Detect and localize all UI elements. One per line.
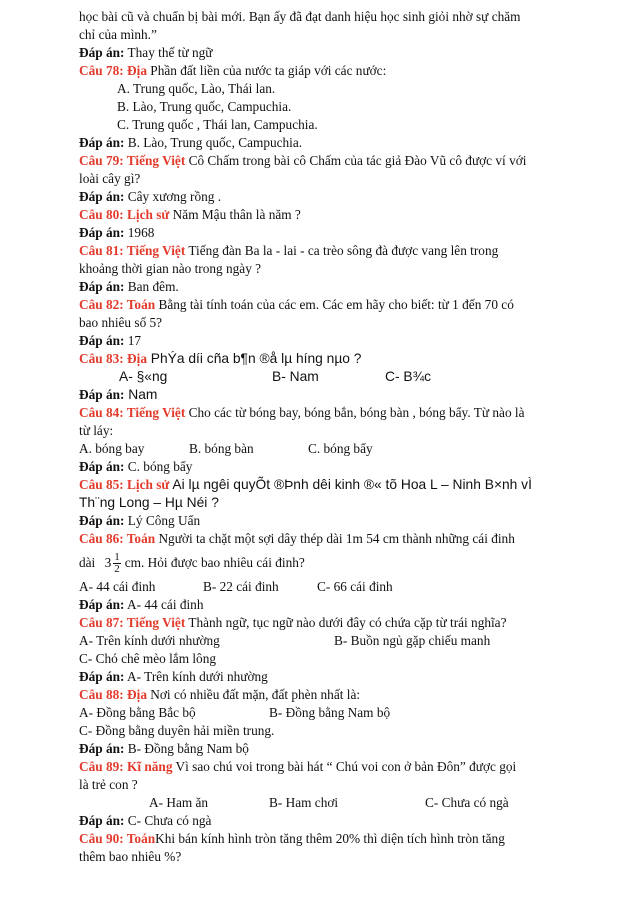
question-text: Khi bán kính hình tròn tăng thêm 20% thì diện tích hình tròn tăng — [155, 831, 505, 846]
question-text: Tiếng đàn Ba la - lai - ca trèo sông đà được vang lên trong — [185, 243, 499, 258]
question-text: Vì sao chú voi trong bài hát “ Chú voi con ở bản Đôn” được gọi — [172, 759, 517, 774]
question-84-cont: từ láy: — [79, 423, 114, 438]
question-82-cont: bao nhiêu số 5? — [79, 315, 163, 330]
question-text: PhÝa díi cña b¶n ®å lµ híng nµo ? — [146, 351, 362, 366]
answer-label: Đáp án: — [79, 45, 125, 60]
question-text: Người ta chặt một sợi dây thép dài 1m 54 cm thành những cái đinh — [155, 531, 515, 546]
answer-text: Nam — [124, 387, 158, 402]
option-a: A. bóng bay — [79, 441, 145, 456]
answer-text: B. Lào, Trung quốc, Campuchia. — [124, 135, 303, 150]
question-label: Câu 85: Lịch sử — [79, 477, 170, 492]
question-80 — [79, 206, 584, 224]
answer-text: Cây xương rồng . — [124, 189, 222, 204]
question-88 — [79, 686, 584, 704]
question-label: Câu 90: Toán — [79, 831, 156, 846]
length-suffix: cm. Hỏi được bao nhiêu cái đinh? — [124, 555, 305, 570]
question-label: Câu 79: Tiếng Việt — [79, 153, 186, 168]
fraction — [113, 552, 121, 575]
question-84 — [79, 404, 584, 422]
question-label: Câu 83: Địa — [79, 351, 147, 366]
answer-text: Thay thế từ ngữ — [124, 45, 213, 60]
question-label: Câu 87: Tiếng Việt — [79, 615, 186, 630]
fraction-denominator: 2 — [114, 563, 120, 576]
options-84 — [79, 440, 584, 458]
option-c: C- B¾c — [385, 369, 431, 384]
option-a: A- 44 cái đinh — [79, 579, 156, 594]
question-86 — [79, 530, 584, 548]
question-label: Câu 82: Toán — [79, 297, 156, 312]
answer-label: Đáp án: — [79, 189, 125, 204]
answer-label: Đáp án: — [79, 225, 125, 240]
answer-79 — [79, 188, 584, 206]
answer-text: A- 44 cái đinh — [124, 597, 204, 612]
question-text: Thành ngữ, tục ngữ nào dưới đây có chứa cặp từ trái nghĩa? — [185, 615, 507, 630]
question-label: Câu 84: Tiếng Việt — [79, 405, 186, 420]
option-a: A- Đồng bằng Bắc bộ — [79, 705, 196, 720]
answer-text: Lý Công Uẩn — [124, 513, 201, 528]
option-a: A- Ham ăn — [149, 795, 209, 810]
question-87 — [79, 614, 584, 632]
fraction-numerator: 1 — [114, 551, 120, 564]
question-text: Bằng tài tính toán của các em. Các em hãy cho biết: từ 1 đến 70 có — [155, 297, 514, 312]
question-text: Nơi có nhiều đất mặn, đất phèn nhất là: — [146, 687, 361, 702]
option-c: C- Chưa có ngà — [425, 795, 509, 810]
answer-label: Đáp án: — [79, 135, 125, 150]
option-a: A- §«ng — [119, 369, 168, 384]
question-89-cont: là trẻ con ? — [79, 777, 138, 792]
option-b: B- 22 cái đinh — [203, 579, 279, 594]
answer-86 — [79, 596, 584, 614]
answer-83 — [79, 386, 584, 404]
options-86 — [79, 578, 584, 596]
option-a: A. Trung quốc, Lào, Thái lan. — [117, 81, 276, 96]
answer-label: Đáp án: — [79, 669, 125, 684]
answer-label: Đáp án: — [79, 513, 125, 528]
option-b: B- Ham chơi — [269, 795, 339, 810]
length-prefix: dài — [79, 555, 96, 570]
question-label: Câu 81: Tiếng Việt — [79, 243, 186, 258]
question-text: Phần đất liền của nước ta giáp với các nước: — [146, 63, 387, 78]
answer-text: C- Chưa có ngà — [124, 813, 212, 828]
question-89 — [79, 758, 584, 776]
answer-87 — [79, 668, 584, 686]
question-label: Câu 89: Kĩ năng — [79, 759, 173, 774]
question-90 — [79, 830, 584, 848]
intro-text-1: học bài cũ và chuẩn bị bài mới. Bạn ấy đã đạt danh hiệu học sinh giỏi nhờ sự chăm — [79, 9, 521, 24]
answer-label: Đáp án: — [79, 813, 125, 828]
question-81-cont: khoảng thời gian nào trong ngày ? — [79, 261, 262, 276]
question-label: Câu 80: Lịch sử — [79, 207, 170, 222]
option-c: C- Chó chê mèo lắm lông — [79, 651, 217, 666]
answer-82 — [79, 332, 584, 350]
option-b: B- Nam — [272, 369, 319, 384]
answer-78 — [79, 134, 584, 152]
question-86-cont — [79, 548, 584, 578]
question-79 — [79, 152, 584, 170]
answer-label: Đáp án: — [79, 741, 125, 756]
answer-text: 1968 — [124, 225, 155, 240]
answer-intro — [79, 44, 584, 62]
question-text: Cô Chấm trong bài cô Chấm của tác giả Đào Vũ cô được ví với — [185, 153, 527, 168]
option-c: C. Trung quốc , Thái lan, Campuchia. — [117, 117, 318, 132]
question-label: Câu 86: Toán — [79, 531, 156, 546]
options-89 — [79, 794, 584, 812]
intro-line-2 — [79, 26, 584, 44]
answer-81 — [79, 278, 584, 296]
answer-88 — [79, 740, 584, 758]
answer-label: Đáp án: — [79, 279, 125, 294]
intro-line-1 — [79, 8, 584, 26]
intro-text-2: chỉ của mình.” — [79, 27, 157, 42]
question-83 — [79, 350, 584, 368]
option-b: B. bóng bàn — [189, 441, 254, 456]
question-82 — [79, 296, 584, 314]
document-page — [79, 8, 584, 866]
question-90-cont: thêm bao nhiêu %? — [79, 849, 182, 864]
option-b: B- Đồng bằng Nam bộ — [269, 705, 391, 720]
options-83 — [79, 368, 584, 386]
question-text: Năm Mậu thân là năm ? — [169, 207, 301, 222]
question-text: Ai lµ ngêi quyÕt ®Þnh dêi kinh ®« tõ Hoa L – Ninh B×nh vÌ — [169, 477, 532, 492]
answer-84 — [79, 458, 584, 476]
question-85 — [79, 476, 584, 494]
answer-text: A- Trên kính dưới nhường — [124, 669, 268, 684]
answer-text: Ban đêm. — [124, 279, 179, 294]
answer-89 — [79, 812, 584, 830]
answer-label: Đáp án: — [79, 333, 125, 348]
option-c: C- Đồng bằng duyên hải miền trung. — [79, 723, 275, 738]
answer-label: Đáp án: — [79, 387, 125, 402]
question-79-cont: loài cây gì? — [79, 171, 141, 186]
mixed-number-whole: 3 — [104, 555, 112, 570]
answer-85 — [79, 512, 584, 530]
answer-text: B- Đồng bằng Nam bộ — [124, 741, 249, 756]
question-label: Câu 88: Địa — [79, 687, 147, 702]
option-c: C- 66 cái đinh — [317, 579, 393, 594]
question-85-cont: Th¨ng Long – Hµ Néi ? — [79, 495, 219, 510]
answer-text: 17 — [124, 333, 142, 348]
answer-text: C. bóng bẩy — [124, 459, 193, 474]
options-87 — [79, 632, 584, 650]
question-81 — [79, 242, 584, 260]
question-label: Câu 78: Địa — [79, 63, 147, 78]
option-c: C. bóng bẩy — [308, 441, 373, 456]
option-b: B. Lào, Trung quốc, Campuchia. — [117, 99, 292, 114]
question-78 — [79, 62, 584, 80]
answer-label: Đáp án: — [79, 459, 125, 474]
answer-label: Đáp án: — [79, 597, 125, 612]
option-b: B- Buồn ngủ gặp chiếu manh — [334, 633, 491, 648]
answer-80 — [79, 224, 584, 242]
options-88 — [79, 704, 584, 722]
option-a: A- Trên kính dưới nhường — [79, 633, 220, 648]
question-text: Cho các từ bóng bay, bóng bắn, bóng bàn , bóng bẩy. Từ nào là — [185, 405, 525, 420]
